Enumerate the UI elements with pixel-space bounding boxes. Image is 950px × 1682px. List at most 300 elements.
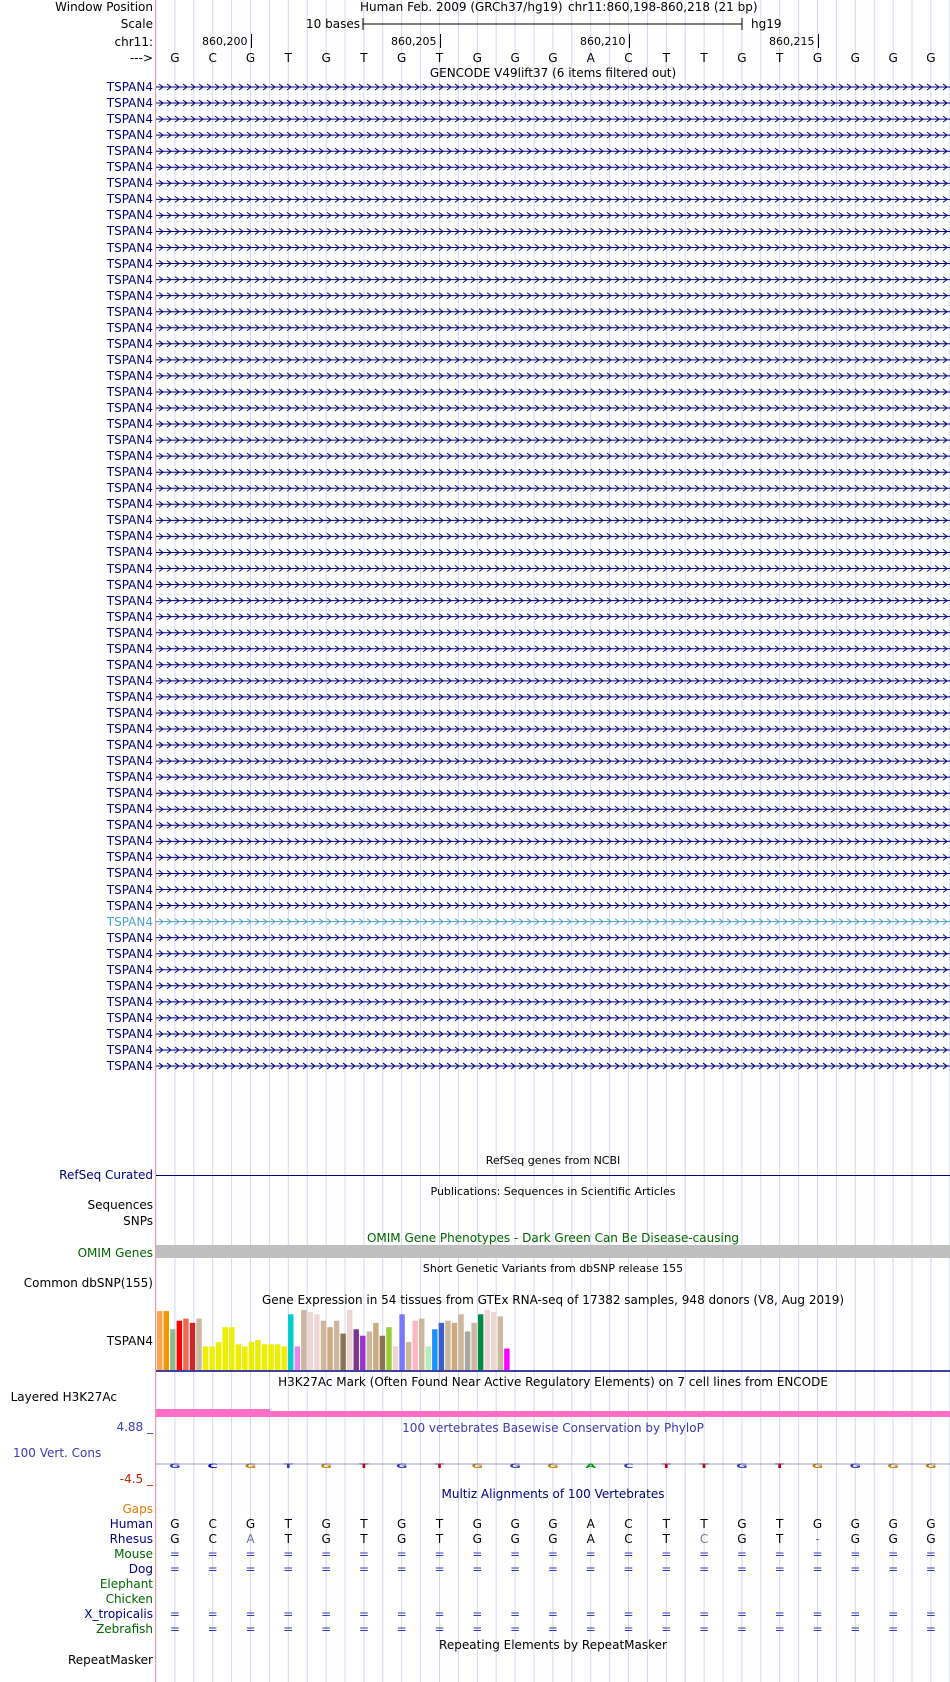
sequence-base: T [662, 51, 670, 65]
multiz-species-label[interactable]: Elephant [99, 1577, 153, 1591]
phylop-base-glyph: G [471, 1462, 484, 1470]
multiz-base: = [585, 1547, 596, 1561]
multiz-base: = [812, 1607, 823, 1621]
gtex-tissue-bar [380, 1336, 385, 1370]
multiz-base: = [245, 1622, 256, 1636]
gencode-transcript-label[interactable]: TSPAN4 [106, 898, 153, 913]
gtex-tissue-bar [170, 1329, 175, 1370]
multiz-base: = [888, 1562, 899, 1576]
gencode-transcript-label[interactable]: TSPAN4 [106, 577, 153, 592]
scale-label: Scale [120, 17, 153, 31]
gtex-tissue-bar [406, 1342, 411, 1370]
multiz-base: = [699, 1607, 710, 1621]
phylop-base-glyph: G [887, 1462, 899, 1470]
repeatmasker-track-title[interactable]: Repeating Elements by RepeatMasker [439, 1638, 667, 1652]
sequence-base: T [284, 51, 292, 65]
gencode-transcript-label[interactable]: TSPAN4 [106, 673, 153, 688]
gtex-tissue-bar [327, 1327, 332, 1370]
multiz-base: G [850, 1532, 860, 1546]
multiz-base: - [815, 1532, 820, 1546]
refseq-track-title[interactable]: RefSeq genes from NCBI [485, 1154, 621, 1167]
multiz-base: = [396, 1607, 407, 1621]
gtex-gene-label[interactable]: TSPAN4 [106, 1334, 153, 1348]
multiz-base: G [850, 1517, 860, 1531]
assembly-title[interactable]: Human Feb. 2009 (GRCh37/hg19) [360, 0, 563, 14]
ruler-tick-label: 860,205 [391, 35, 437, 48]
phylop-base-glyph: C [623, 1462, 634, 1470]
gencode-transcript-label[interactable]: TSPAN4 [106, 705, 153, 720]
multiz-base: = [472, 1622, 483, 1636]
multiz-base: = [207, 1547, 218, 1561]
sequence-base: A [586, 51, 595, 65]
gencode-transcript-label[interactable]: TSPAN4 [106, 802, 153, 817]
multiz-base: = [245, 1607, 256, 1621]
gencode-transcript-label[interactable]: TSPAN4 [106, 192, 153, 207]
multiz-base: = [699, 1622, 710, 1636]
gtex-tissue-bar [177, 1321, 182, 1370]
gencode-track[interactable] [156, 80, 950, 1150]
multiz-base: = [850, 1622, 861, 1636]
strand-arrow-label: ---> [129, 51, 153, 65]
gencode-transcript-label[interactable]: TSPAN4 [106, 786, 153, 801]
multiz-base: = [207, 1562, 218, 1576]
gtex-tissue-bar [393, 1346, 398, 1370]
phylop-track-label[interactable]: 100 Vert. Cons [13, 1446, 102, 1460]
gencode-transcript-label[interactable]: TSPAN4 [106, 930, 153, 945]
multiz-base: = [925, 1547, 936, 1561]
multiz-base: = [169, 1622, 180, 1636]
multiz-base: = [169, 1547, 180, 1561]
gencode-transcript-label[interactable]: TSPAN4 [106, 481, 153, 496]
multiz-base: = [547, 1607, 558, 1621]
multiz-species-label[interactable]: Rhesus [109, 1532, 153, 1546]
multiz-base: = [283, 1562, 294, 1576]
multiz-base: = [207, 1622, 218, 1636]
gencode-transcript-label[interactable]: TSPAN4 [106, 738, 153, 753]
multiz-base: = [472, 1607, 483, 1621]
multiz-species-label[interactable]: X_tropicalis [84, 1607, 153, 1621]
sequence-base: G [812, 51, 823, 65]
gtex-tissue-bar [295, 1346, 300, 1370]
gencode-transcript-label[interactable]: TSPAN4 [106, 882, 153, 897]
gencode-transcript-label[interactable]: TSPAN4 [106, 240, 153, 255]
multiz-base: T [360, 1532, 368, 1546]
gencode-transcript-label[interactable]: TSPAN4 [106, 593, 153, 608]
gencode-transcript-label[interactable]: TSPAN4 [106, 465, 153, 480]
sequence-base: G [245, 51, 256, 65]
gencode-transcript-label[interactable]: TSPAN4 [106, 609, 153, 624]
multiz-base: = [283, 1607, 294, 1621]
omim-track-label[interactable]: OMIM Genes [77, 1246, 153, 1260]
phylop-base-glyph: G [811, 1462, 824, 1470]
sequence-base: G [472, 51, 482, 65]
gencode-transcript-label[interactable]: TSPAN4 [106, 336, 153, 351]
multiz-base: = [623, 1622, 634, 1636]
multiz-species-label[interactable]: Zebrafish [96, 1622, 153, 1636]
gencode-transcript-label[interactable]: TSPAN4 [106, 754, 153, 769]
multiz-base: = [434, 1607, 445, 1621]
gencode-transcript-label[interactable]: TSPAN4 [106, 128, 153, 143]
gtex-tissue-bar [471, 1323, 476, 1370]
multiz-base: = [623, 1607, 634, 1621]
repeatmasker-track-label[interactable]: RepeatMasker [67, 1653, 153, 1667]
ruler-tick-mark [818, 34, 819, 48]
gtex-tissue-bar [223, 1327, 228, 1370]
multiz-base: G [510, 1517, 520, 1531]
multiz-base: = [699, 1547, 710, 1561]
phylop-base-glyph: G [244, 1462, 257, 1470]
multiz-base: = [661, 1562, 672, 1576]
gencode-transcript-label[interactable]: TSPAN4 [106, 256, 153, 271]
refseq-gene-line[interactable] [156, 1175, 950, 1176]
omim-phenotype-bar[interactable] [156, 1245, 950, 1258]
gtex-tissue-bar [190, 1323, 195, 1370]
gtex-tissue-bar [498, 1316, 503, 1370]
gencode-transcript-label[interactable]: TSPAN4 [106, 224, 153, 239]
multiz-base: C [624, 1532, 633, 1546]
gencode-transcript-label[interactable]: TSPAN4 [106, 288, 153, 303]
multiz-base: = [321, 1622, 332, 1636]
gencode-transcript-label[interactable]: TSPAN4 [106, 946, 153, 961]
gtex-tissue-bar [255, 1340, 260, 1370]
gencode-transcript-label[interactable]: TSPAN4 [106, 850, 153, 865]
multiz-base: = [245, 1562, 256, 1576]
gtex-tissue-bar [229, 1327, 234, 1370]
multiz-base: A [586, 1517, 595, 1531]
h3k27ac-track-label[interactable]: Layered H3K27Ac [10, 1390, 117, 1404]
multiz-base: = [321, 1547, 332, 1561]
multiz-base: G [926, 1517, 936, 1531]
multiz-base: = [434, 1562, 445, 1576]
gtex-tissue-bar [452, 1323, 457, 1370]
multiz-base: G [321, 1517, 331, 1531]
gencode-transcript-label[interactable]: TSPAN4 [106, 1010, 153, 1025]
multiz-base: = [585, 1607, 596, 1621]
multiz-base: C [208, 1517, 217, 1531]
multiz-base: G [812, 1517, 823, 1531]
phylop-base-glyph: G [395, 1462, 408, 1470]
multiz-base: = [245, 1547, 256, 1561]
gtex-tissue-bar [412, 1321, 417, 1370]
gtex-tissue-bar [340, 1334, 345, 1370]
omim-track-title[interactable]: OMIM Gene Phenotypes - Dark Green Can Be Disease-causing [366, 1231, 740, 1245]
gtex-tissue-bar [301, 1310, 306, 1370]
gencode-transcript-label[interactable]: TSPAN4 [106, 914, 153, 929]
multiz-base: T [776, 1517, 784, 1531]
multiz-base: G [926, 1532, 936, 1546]
gtex-tissue-bar [236, 1344, 241, 1370]
multiz-base: G [472, 1532, 482, 1546]
multiz-base: = [812, 1547, 823, 1561]
gencode-transcript-label[interactable]: TSPAN4 [106, 770, 153, 785]
gencode-transcript-label[interactable]: TSPAN4 [106, 834, 153, 849]
gencode-transcript-label[interactable]: TSPAN4 [106, 1043, 153, 1057]
gtex-tissue-bar [432, 1329, 437, 1370]
gencode-transcript-label[interactable]: TSPAN4 [106, 641, 153, 656]
gencode-transcript-label[interactable]: TSPAN4 [106, 304, 153, 319]
multiz-base: = [736, 1607, 747, 1621]
multiz-base: T [662, 1517, 670, 1531]
sequence-base: G [737, 51, 747, 65]
multiz-base: G [245, 1517, 256, 1531]
gencode-transcript-label[interactable]: TSPAN4 [106, 1026, 153, 1041]
publications-track-title[interactable]: Publications: Sequences in Scientific Articles [430, 1185, 676, 1198]
gtex-tissue-bar [485, 1310, 490, 1370]
multiz-base: = [925, 1622, 936, 1636]
multiz-base: = [888, 1547, 899, 1561]
gencode-transcript-label[interactable]: TSPAN4 [106, 449, 153, 464]
multiz-base: G [472, 1517, 482, 1531]
dbsnp-track-label[interactable]: Common dbSNP(155) [23, 1276, 153, 1290]
dbsnp-track-title[interactable]: Short Genetic Variants from dbSNP release 155 [422, 1262, 684, 1275]
gencode-transcript-label[interactable]: TSPAN4 [106, 352, 153, 367]
multiz-species-label[interactable]: Mouse [114, 1547, 153, 1561]
phylop-base-glyph: A [585, 1462, 597, 1470]
multiz-base: = [774, 1547, 785, 1561]
gencode-transcript-label[interactable]: TSPAN4 [106, 401, 153, 415]
publications-snps-label[interactable]: SNPs [123, 1214, 153, 1228]
gtex-track-title[interactable]: Gene Expression in 54 tissues from GTEx RNA-seq of 17382 samples, 948 donors (V8, Aug 2019) [261, 1293, 845, 1307]
multiz-base: T [776, 1532, 784, 1546]
gtex-tissue-bar [281, 1346, 286, 1370]
gencode-transcript-label[interactable]: TSPAN4 [106, 160, 153, 175]
multiz-base: = [888, 1622, 899, 1636]
sequence-base: G [548, 51, 558, 65]
multiz-base: = [321, 1562, 332, 1576]
multiz-base: = [434, 1547, 445, 1561]
position-readout[interactable]: chr11:860,198-860,218 (21 bp) [568, 0, 758, 14]
h3k27ac-signal-base[interactable] [156, 1411, 950, 1417]
gencode-transcript-label[interactable]: TSPAN4 [106, 513, 153, 528]
gencode-transcript-label[interactable]: TSPAN4 [106, 722, 153, 736]
multiz-base: T [284, 1517, 292, 1531]
gencode-transcript-label[interactable]: TSPAN4 [106, 208, 153, 223]
phylop-base-glyph: G [547, 1462, 559, 1470]
gtex-tissue-bar [242, 1346, 247, 1370]
multiz-base: = [661, 1622, 672, 1636]
gtex-tissue-bar [209, 1346, 214, 1370]
h3k27ac-track-title[interactable]: H3K27Ac Mark (Often Found Near Active Regulatory Elements) on 7 cell lines from ENCODE [278, 1375, 828, 1389]
multiz-base: = [510, 1622, 521, 1636]
gtex-tissue-bar [465, 1331, 470, 1370]
multiz-species-label[interactable]: Dog [128, 1562, 153, 1576]
multiz-base: G [888, 1517, 898, 1531]
gtex-bar-chart[interactable] [156, 1308, 950, 1372]
multiz-base: = [774, 1622, 785, 1636]
multiz-base: = [283, 1547, 294, 1561]
multiz-base: = [169, 1607, 180, 1621]
gtex-tissue-bar [268, 1344, 273, 1370]
gencode-transcript-label[interactable]: TSPAN4 [106, 320, 153, 335]
gencode-track-title[interactable]: GENCODE V49lift37 (6 items filtered out) [429, 66, 677, 80]
multiz-base: = [283, 1622, 294, 1636]
multiz-base: T [435, 1532, 444, 1546]
gencode-transcript-label[interactable]: TSPAN4 [106, 866, 153, 881]
gtex-tissue-bar [249, 1342, 254, 1370]
gencode-transcript-label[interactable]: TSPAN4 [106, 978, 153, 993]
phylop-base-glyph: T [661, 1462, 672, 1470]
gencode-transcript-label[interactable]: TSPAN4 [106, 625, 153, 640]
gtex-tissue-bar [183, 1319, 188, 1370]
multiz-base: = [888, 1607, 899, 1621]
ruler-tick-label: 860,210 [580, 35, 626, 48]
phylop-track-title[interactable]: 100 vertebrates Basewise Conservation by PhyloP [402, 1421, 704, 1435]
sequence-base: T [360, 51, 368, 65]
multiz-species-label[interactable]: Chicken [105, 1592, 153, 1606]
gencode-transcript-label[interactable]: TSPAN4 [106, 368, 153, 383]
ruler-tick-mark [440, 34, 441, 48]
multiz-base: T [435, 1517, 444, 1531]
gtex-tissue-bar [458, 1314, 463, 1370]
gtex-tissue-bar [347, 1310, 352, 1370]
gtex-tissue-bar [367, 1331, 372, 1370]
multiz-species-label[interactable]: Human [109, 1517, 153, 1531]
gencode-transcript-label[interactable]: TSPAN4 [106, 657, 153, 672]
gtex-tissue-bar [373, 1323, 378, 1370]
sequence-base: G [170, 51, 180, 65]
multiz-base: A [586, 1532, 595, 1546]
refseq-track-label[interactable]: RefSeq Curated [59, 1168, 153, 1182]
multiz-base: T [360, 1517, 368, 1531]
ruler-tick-label: 860,200 [202, 35, 248, 48]
phylop-base-glyph: G [320, 1462, 332, 1470]
multiz-base: = [774, 1607, 785, 1621]
multiz-base: G [397, 1517, 407, 1531]
gencode-transcript-label[interactable]: TSPAN4 [106, 529, 153, 544]
multiz-base: C [699, 1532, 709, 1546]
multiz-base: = [547, 1547, 558, 1561]
gencode-transcript-label[interactable]: TSPAN4 [106, 818, 153, 833]
phylop-base-glyph: T [774, 1462, 785, 1470]
multiz-base: = [547, 1562, 558, 1576]
gtex-tissue-bar [419, 1319, 424, 1370]
multiz-base: G [888, 1532, 898, 1546]
multiz-base: = [736, 1562, 747, 1576]
gencode-transcript-label[interactable]: TSPAN4 [106, 417, 153, 432]
gencode-transcript-label[interactable]: TSPAN4 [106, 545, 153, 560]
multiz-base: = [510, 1562, 521, 1576]
sequence-base: G [926, 51, 936, 65]
gencode-transcript-label[interactable]: TSPAN4 [106, 112, 153, 127]
gencode-transcript-label[interactable]: TSPAN4 [106, 144, 153, 159]
sequence-base: G [397, 51, 407, 65]
gencode-transcript-label[interactable]: TSPAN4 [106, 272, 153, 287]
gencode-transcript-label[interactable]: TSPAN4 [106, 176, 153, 191]
chrom-label: chr11: [114, 35, 153, 49]
gencode-transcript-label[interactable]: TSPAN4 [106, 962, 153, 977]
sequence-base: G [321, 51, 331, 65]
multiz-base: = [396, 1547, 407, 1561]
multiz-base: = [434, 1622, 445, 1636]
gtex-tissue-bar [262, 1344, 267, 1370]
multiz-base: T [284, 1532, 292, 1546]
gencode-transcript-label[interactable]: TSPAN4 [106, 80, 153, 94]
scale-text: 10 bases [306, 17, 360, 31]
multiz-base: = [812, 1562, 823, 1576]
phylop-base-glyph: T [283, 1462, 294, 1470]
gtex-tissue-bar [157, 1311, 162, 1370]
gtex-tissue-bar [275, 1344, 280, 1370]
multiz-base: = [207, 1607, 218, 1621]
multiz-base: C [208, 1532, 217, 1546]
gtex-tissue-bar [478, 1314, 483, 1370]
gtex-tissue-bar [308, 1312, 313, 1370]
gtex-tissue-bar [399, 1314, 404, 1370]
multiz-base: = [812, 1622, 823, 1636]
gtex-tissue-bar [445, 1321, 450, 1370]
multiz-base: = [396, 1622, 407, 1636]
window-position-label: Window Position [55, 0, 153, 14]
multiz-base: = [623, 1562, 634, 1576]
multiz-base: G [548, 1532, 558, 1546]
gtex-tissue-bar [386, 1327, 391, 1370]
gtex-tissue-bar [321, 1321, 326, 1370]
multiz-base: = [850, 1562, 861, 1576]
phylop-base-glyph: C [207, 1462, 218, 1470]
phylop-base-glyph: G [509, 1462, 521, 1470]
gencode-transcript-label[interactable]: TSPAN4 [106, 433, 153, 448]
gencode-transcript-label[interactable]: TSPAN4 [106, 689, 153, 704]
sequence-base: G [888, 51, 898, 65]
gencode-transcript-label[interactable]: TSPAN4 [106, 96, 153, 111]
publications-sequences-label[interactable]: Sequences [87, 1198, 153, 1212]
multiz-base: = [358, 1622, 369, 1636]
multiz-base: C [624, 1517, 633, 1531]
multiz-base: = [472, 1547, 483, 1561]
multiz-base: = [358, 1547, 369, 1561]
multiz-base: = [585, 1562, 596, 1576]
multiz-base: = [547, 1622, 558, 1636]
gtex-tissue-bar [164, 1311, 169, 1370]
phylop-signal[interactable] [156, 1452, 950, 1476]
h3k27ac-signal-peak[interactable] [156, 1409, 270, 1412]
multiz-base: G [321, 1532, 331, 1546]
gencode-transcript-label[interactable]: TSPAN4 [106, 1059, 153, 1074]
phylop-base-glyph: G [849, 1462, 862, 1470]
multiz-base: = [850, 1547, 861, 1561]
multiz-track-title[interactable]: Multiz Alignments of 100 Vertebrates [441, 1487, 665, 1501]
gencode-transcript-label[interactable]: TSPAN4 [106, 384, 153, 399]
multiz-base: T [700, 1517, 708, 1531]
gtex-tissue-bar [491, 1312, 496, 1370]
multiz-gaps-label[interactable]: Gaps [122, 1502, 153, 1516]
gtex-tissue-bar [334, 1321, 339, 1370]
multiz-base: = [396, 1562, 407, 1576]
multiz-base: G [170, 1517, 180, 1531]
sequence-base: T [700, 51, 708, 65]
gencode-transcript-label[interactable]: TSPAN4 [106, 497, 153, 512]
gtex-tissue-bar [314, 1314, 319, 1370]
multiz-base: T [662, 1532, 670, 1546]
multiz-base: = [699, 1562, 710, 1576]
multiz-base: = [510, 1607, 521, 1621]
scale-bar [362, 17, 744, 31]
gencode-transcript-label[interactable]: TSPAN4 [106, 561, 153, 576]
multiz-base: = [472, 1562, 483, 1576]
gtex-tissue-bar [360, 1336, 365, 1370]
multiz-base: = [585, 1622, 596, 1636]
gtex-tissue-bar [288, 1314, 293, 1370]
db-label: hg19 [751, 17, 782, 31]
phylop-base-glyph: T [699, 1462, 709, 1470]
multiz-base: G [548, 1517, 558, 1531]
multiz-base: A [246, 1532, 255, 1546]
gtex-tissue-bar [426, 1346, 431, 1370]
gtex-tissue-bar [196, 1319, 201, 1370]
gencode-transcript-label[interactable]: TSPAN4 [106, 994, 153, 1009]
multiz-base: = [925, 1607, 936, 1621]
multiz-base: = [736, 1547, 747, 1561]
